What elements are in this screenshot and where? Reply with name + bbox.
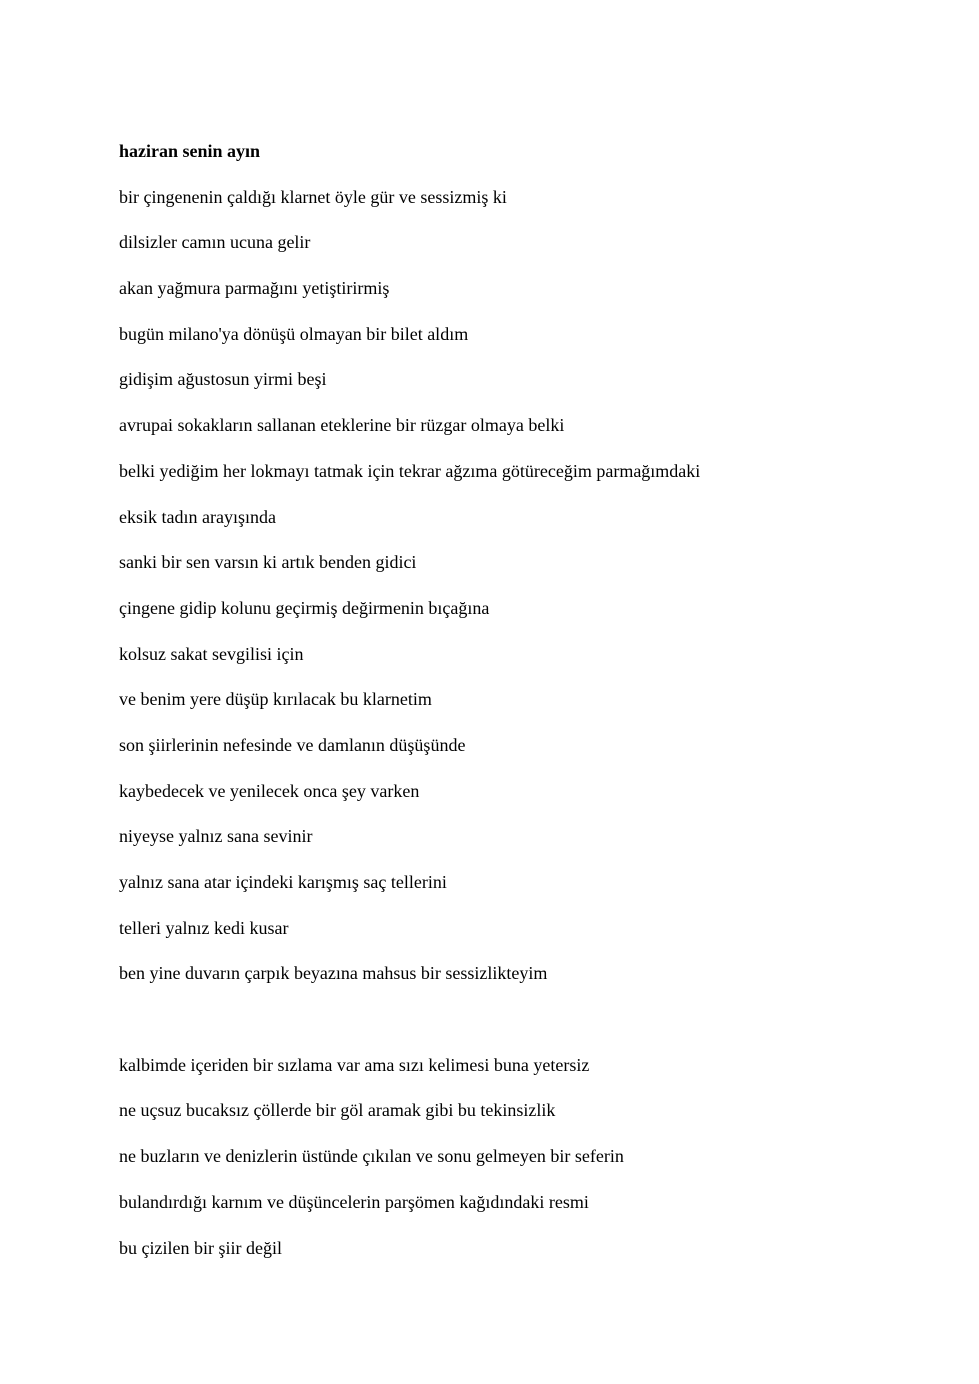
poem-line: son şiirlerinin nefesinde ve damlanın düşüşünde <box>119 734 466 755</box>
poem <box>119 137 899 1279</box>
poem-title: haziran senin ayın <box>119 141 261 161</box>
poem-line: kaybedecek ve yenilecek onca şey varken <box>119 780 420 801</box>
poem-line: belki yediğim her lokmayı tatmak için tekrar ağzıma götüreceğim parmağımdaki <box>119 460 701 481</box>
poem-line: yalnız sana atar içindeki karışmış saç tellerini <box>119 872 447 892</box>
poem-line: bugün milano'ya dönüşü olmayan bir bilet aldım <box>119 323 469 344</box>
poem-line: dilsizler camın ucuna gelir <box>119 232 311 253</box>
poem-line: sanki bir sen varsın ki artık benden gidici <box>119 552 417 573</box>
poem-line: kolsuz sakat sevgilisi için <box>119 643 304 664</box>
poem-line: bir çingenenin çaldığı klarnet öyle gür ve sessizmiş ki <box>119 186 507 207</box>
poem-line: kalbimde içeriden bir sızlama var ama sızı kelimesi buna yetersiz <box>119 1054 590 1075</box>
stanza-1 <box>119 183 899 1005</box>
poem-line: eksik tadın arayışında <box>119 506 276 527</box>
poem-line: ne buzların ve denizlerin üstünde çıkılan ve sonu gelmeyen bir seferin <box>119 1146 624 1167</box>
poem-line: bu çizilen bir şiir değil <box>119 1237 282 1258</box>
poem-line: niyeyse yalnız sana sevinir <box>119 826 313 847</box>
poem-line: gidişim ağustosun yirmi beşi <box>119 369 327 390</box>
poem-line: telleri yalnız kedi kusar <box>119 917 289 938</box>
stanza-break <box>119 1005 899 1051</box>
poem-line: ve benim yere düşüp kırılacak bu klarnetim <box>119 689 432 710</box>
stanza-2 <box>119 1051 899 1279</box>
poem-line: avrupai sokakların sallanan eteklerine bir rüzgar olmaya belki <box>119 415 565 436</box>
poem-line: ne uçsuz bucaksız çöllerde bir göl aramak gibi bu tekinsizlik <box>119 1100 556 1121</box>
poem-line: ben yine duvarın çarpık beyazına mahsus bir sessizlikteyim <box>119 963 548 984</box>
poem-line: akan yağmura parmağını yetiştirirmiş <box>119 278 390 299</box>
poem-line: çingene gidip kolunu geçirmiş değirmenin bıçağına <box>119 597 490 618</box>
poem-line: bulandırdığı karnım ve düşüncelerin parşömen kağıdındaki resmi <box>119 1191 589 1212</box>
